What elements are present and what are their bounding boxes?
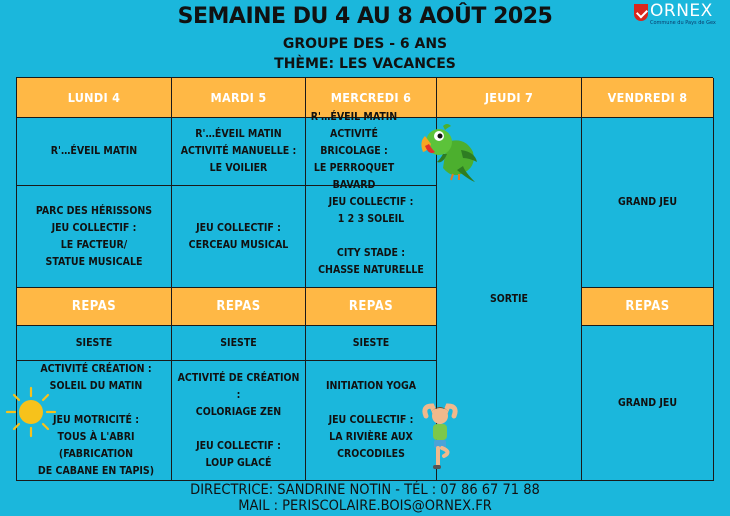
logo-tagline: Commune du Pays de Gex — [650, 20, 716, 26]
cell-line: JEU COLLECTIF : — [51, 221, 137, 234]
lunch-monday: REPAS — [17, 288, 172, 326]
cell-text — [36, 203, 152, 271]
cell-line: COLORIAGE ZEN — [195, 405, 282, 418]
cell-text — [318, 194, 424, 279]
cell-text — [490, 291, 528, 308]
cell-line: CROCODILES — [337, 448, 405, 460]
cell-line: LE VOILIER — [209, 162, 268, 174]
lunch-tuesday: REPAS — [172, 288, 306, 326]
day-header-wednesday: MERCREDI 6 — [306, 78, 437, 118]
page-title: SEMAINE DU 4 AU 8 AOÛT 2025 — [177, 4, 553, 29]
nap-wednesday: SIESTE — [306, 326, 437, 361]
cell-text — [176, 370, 301, 472]
group-subtitle: GROUPE DES - 6 ANS — [282, 36, 448, 52]
day-header-monday: LUNDI 4 — [17, 78, 172, 118]
cell-line: R'…ÉVEIL MATIN — [310, 111, 398, 123]
yoga-child-icon — [418, 402, 462, 472]
cell-line: LA RIVIÈRE AUX — [329, 431, 413, 443]
cell-tuesday-afternoon — [172, 361, 306, 481]
cell-line: GRAND JEU — [617, 396, 677, 409]
cell-line: CITY STADE : — [336, 247, 406, 259]
cell-friday-afternoon — [582, 326, 714, 481]
lunch-friday: REPAS — [582, 288, 714, 326]
footer-director: DIRECTRICE: SANDRINE NOTIN - TÉL : 07 86 67 71 88 — [190, 482, 540, 498]
cell-line: JEU MOTRICITÉ : — [53, 414, 139, 426]
cell-line: STATUE MUSICALE — [45, 255, 143, 268]
cell-line: ACTIVITÉ DE CRÉATION : — [177, 371, 300, 401]
cell-line: LE FACTEUR/ — [60, 238, 128, 251]
logo-name: ORNEX — [650, 1, 713, 21]
cell-line — [176, 421, 301, 438]
cell-line: SORTIE — [489, 292, 529, 305]
cell-monday-morning2 — [17, 186, 172, 288]
cell-text — [618, 194, 677, 211]
cell-line: JEU COLLECTIF : — [196, 221, 281, 234]
schedule-table — [16, 77, 713, 481]
cell-line: LE PERROQUET BAVARD — [313, 162, 395, 191]
cell-tuesday-morning1 — [172, 118, 306, 186]
cell-text — [326, 378, 416, 463]
cell-line — [318, 228, 424, 245]
cell-line: JEU COLLECTIF : — [196, 439, 281, 452]
cell-text — [51, 143, 137, 160]
cell-text — [618, 395, 677, 412]
cell-line: CHASSE NATURELLE — [318, 264, 424, 276]
cell-text — [189, 220, 289, 254]
day-header-friday: VENDREDI 8 — [582, 78, 714, 118]
cell-line — [326, 395, 416, 412]
cell-line: TOUS À L'ABRI (FABRICATION — [57, 431, 135, 460]
cell-line: PARC DES HÉRISSONS — [35, 204, 153, 217]
cell-line: ACTIVITÉ CRÉATION : — [40, 363, 152, 375]
cell-line: R'…ÉVEIL MATIN — [195, 128, 282, 140]
sun-icon — [3, 384, 59, 440]
footer-mail: MAIL : PERISCOLAIRE.BOIS@ORNEX.FR — [238, 498, 492, 514]
parrot-icon — [417, 122, 479, 184]
cell-line: ACTIVITÉ BRICOLAGE : — [320, 128, 388, 157]
theme-subtitle: THÈME: LES VACANCES — [274, 56, 456, 72]
cell-line: 1 2 3 SOLEIL — [337, 213, 405, 225]
cell-friday-morning — [582, 118, 714, 288]
day-header-thursday: JEUDI 7 — [437, 78, 582, 118]
lunch-wednesday: REPAS — [306, 288, 437, 326]
cell-line: CERCEAU MUSICAL — [188, 238, 289, 251]
nap-tuesday: SIESTE — [172, 326, 306, 361]
cell-line: DE CABANE EN TAPIS) — [37, 465, 155, 477]
cell-line: JEU COLLECTIF : — [328, 414, 414, 426]
ornex-logo — [634, 2, 728, 28]
cell-line: GRAND JEU — [617, 196, 677, 208]
cell-line: LOUP GLACÉ — [205, 456, 272, 469]
cell-line: SOLEIL DU MATIN — [49, 380, 143, 392]
cell-tuesday-morning2 — [172, 186, 306, 288]
cell-wednesday-morning2 — [306, 186, 437, 288]
cell-line: ACTIVITÉ MANUELLE : — [180, 145, 297, 157]
cell-text — [310, 109, 398, 194]
day-header-tuesday: MARDI 5 — [172, 78, 306, 118]
cell-monday-morning1 — [17, 118, 172, 186]
cell-text — [181, 126, 297, 177]
ornex-shield-icon — [634, 4, 648, 21]
nap-monday: SIESTE — [17, 326, 172, 361]
cell-line: INITIATION YOGA — [325, 380, 417, 392]
cell-line: R'…ÉVEIL MATIN — [50, 145, 138, 157]
cell-line: JEU COLLECTIF : — [328, 196, 414, 208]
